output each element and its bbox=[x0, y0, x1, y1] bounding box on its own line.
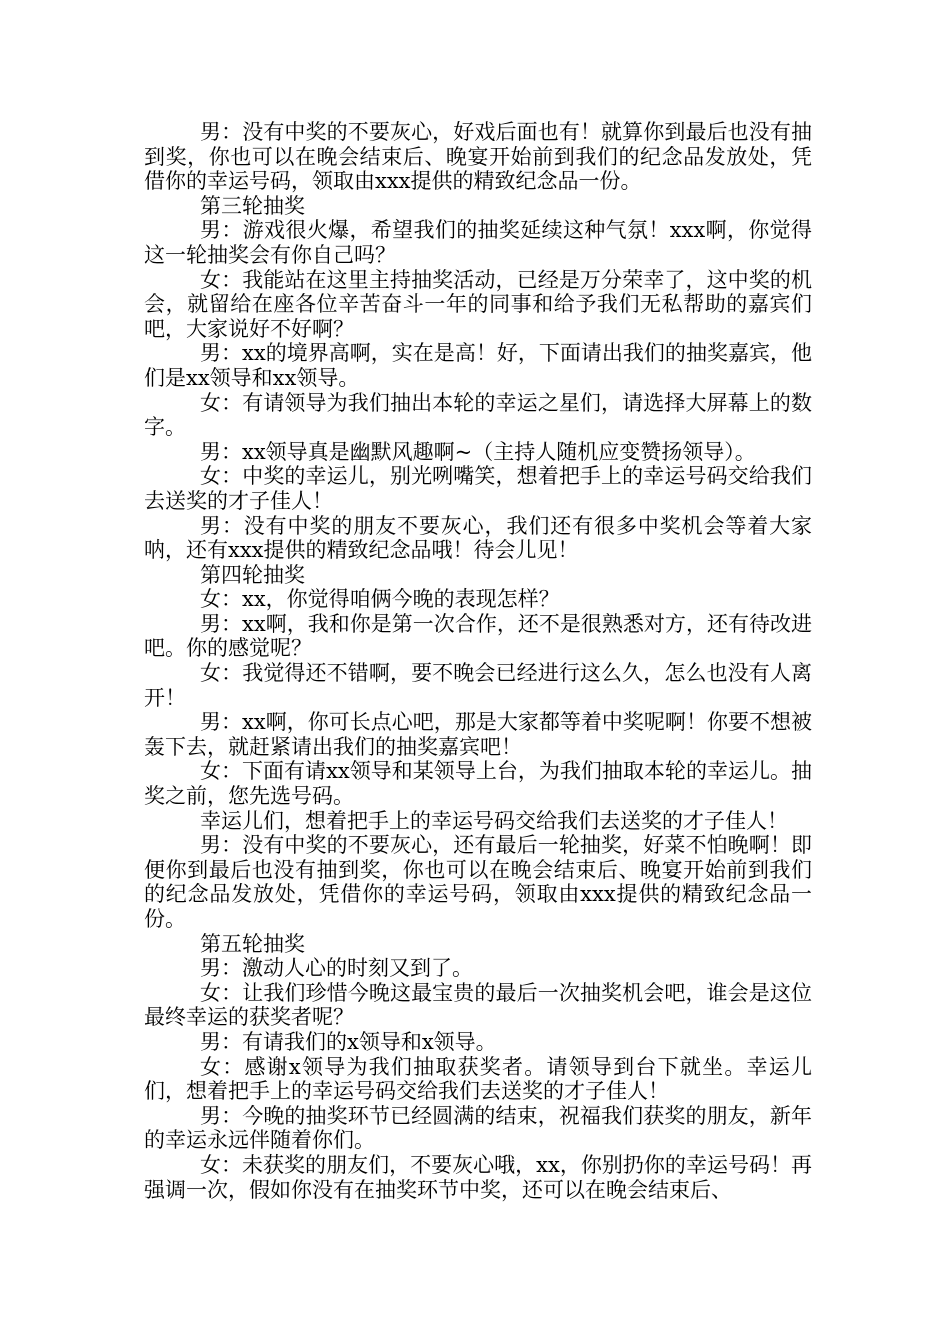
paragraph: 男：激动人心的时刻又到了。 bbox=[200, 956, 473, 981]
paragraph: 男：今晚的抽奖环节已经圆满的结束，祝福我们获奖的朋友，新年的幸运永远伴随着你们。 bbox=[144, 1103, 812, 1153]
section-heading: 第四轮抽奖 bbox=[200, 562, 305, 587]
document-body bbox=[144, 120, 812, 1202]
section-heading: 第五轮抽奖 bbox=[200, 931, 305, 956]
paragraph: 男：没有中奖的不要灰心，好戏后面也有！就算你到最后也没有抽到奖，你也可以在晚会结束后、晚宴开始前到我们的纪念品发放处，凭借你的幸运号码，领取由xxx提供的精致纪念品一份。 bbox=[144, 120, 812, 194]
paragraph: 男：游戏很火爆，希望我们的抽奖延续这种气氛！xxx啊，你觉得这一轮抽奖会有你自己吗？ bbox=[144, 218, 812, 267]
paragraph: 女：我觉得还不错啊，要不晚会已经进行这么久，怎么也没有人离开！ bbox=[144, 661, 812, 710]
paragraph: 女：xx，你觉得咱俩今晚的表现怎样？ bbox=[200, 587, 560, 612]
paragraph: 女：我能站在这里主持抽奖活动，已经是万分荣幸了，这中奖的机会，就留给在座各位辛苦奋斗一年的同事和给予我们无私帮助的嘉宾们吧，大家说好不好啊？ bbox=[144, 267, 812, 341]
paragraph: 女：中奖的幸运儿，别光咧嘴笑，想着把手上的幸运号码交给我们去送奖的才子佳人！ bbox=[144, 464, 812, 513]
paragraph: 男：xx的境界高啊，实在是高！好，下面请出我们的抽奖嘉宾，他们是xx领导和xx领导。 bbox=[144, 341, 812, 390]
paragraph: 幸运儿们，想着把手上的幸运号码交给我们去送奖的才子佳人！ bbox=[200, 808, 788, 833]
paragraph: 男：xx领导真是幽默风趣啊~（主持人随机应变赞扬领导）。 bbox=[200, 439, 756, 464]
section-heading: 第三轮抽奖 bbox=[200, 193, 305, 218]
paragraph: 女：有请领导为我们抽出本轮的幸运之星们，请选择大屏幕上的数字。 bbox=[144, 390, 812, 440]
paragraph: 男：xx啊，你可长点心吧，那是大家都等着中奖呢啊！你要不想被轰下去，就赶紧请出我们的抽奖嘉宾吧！ bbox=[144, 710, 812, 759]
paragraph: 男：有请我们的x领导和x领导。 bbox=[200, 1029, 497, 1054]
paragraph: 女：未获奖的朋友们，不要灰心哦，xx，你别扔你的幸运号码！再强调一次，假如你没有在抽奖环节中奖，还可以在晚会结束后、 bbox=[144, 1152, 812, 1202]
paragraph: 男：xx啊，我和你是第一次合作，还不是很熟悉对方，还有待改进吧。你的感觉呢？ bbox=[144, 611, 812, 661]
paragraph: 男：没有中奖的朋友不要灰心，我们还有很多中奖机会等着大家呐，还有xxx提供的精致纪念品哦！待会儿见！ bbox=[144, 513, 812, 563]
paragraph: 女：感谢x领导为我们抽取获奖者。请领导到台下就坐。幸运儿们，想着把手上的幸运号码交给我们去送奖的才子佳人！ bbox=[144, 1054, 812, 1104]
paragraph: 女：让我们珍惜今晚这最宝贵的最后一次抽奖机会吧，谁会是这位最终幸运的获奖者呢？ bbox=[144, 980, 812, 1030]
paragraph: 女：下面有请xx领导和某领导上台，为我们抽取本轮的幸运儿。抽奖之前，您先选号码。 bbox=[144, 759, 812, 809]
paragraph: 男：没有中奖的不要灰心，还有最后一轮抽奖，好菜不怕晚啊！即便你到最后也没有抽到奖，你也可以在晚会结束后、晚宴开始前到我们的纪念品发放处，凭借你的幸运号码，领取由xxx提供的精致纪念品一份。 bbox=[144, 833, 812, 931]
